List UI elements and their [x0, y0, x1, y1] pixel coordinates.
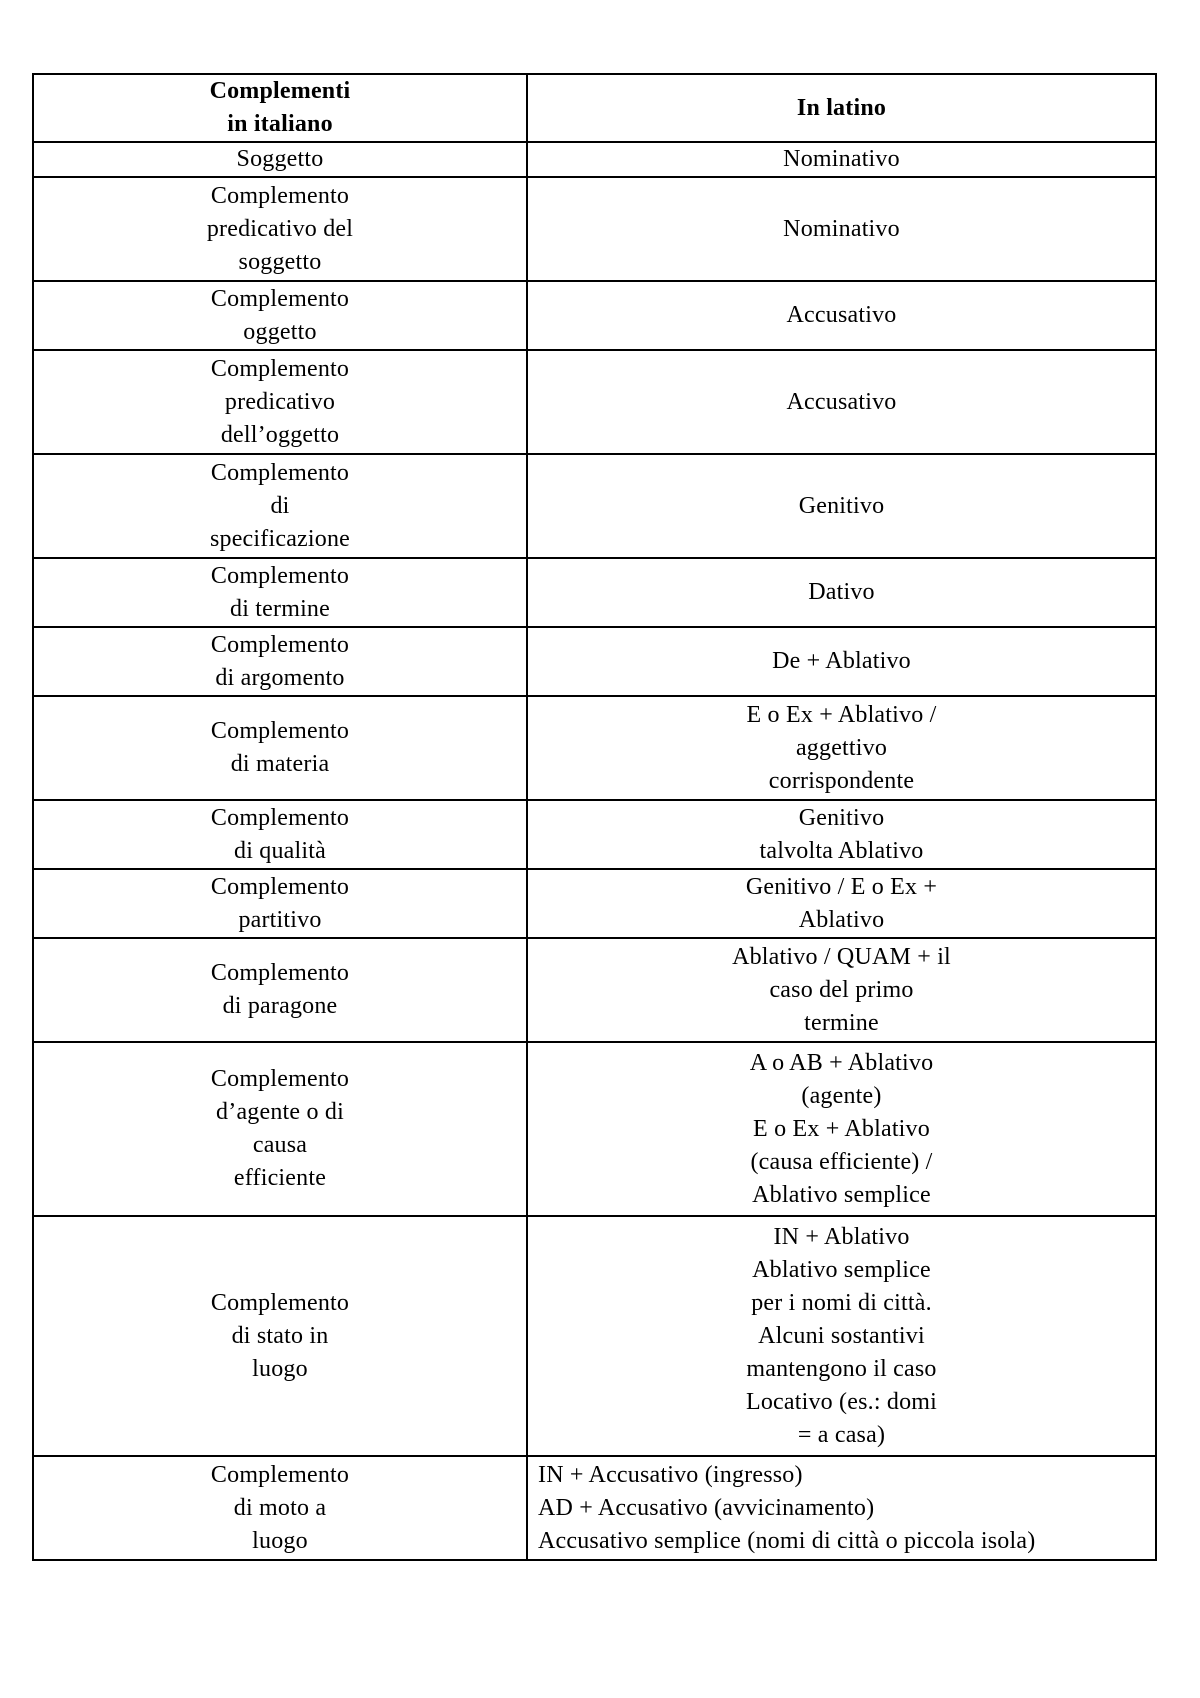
table-row: [33, 177, 1156, 281]
cell-line: Genitivo: [798, 492, 885, 519]
cell-line: Ablativo semplice: [752, 1181, 931, 1208]
table-row: [33, 1216, 1156, 1456]
cell-line: di paragone: [222, 993, 338, 1019]
header-row: [33, 74, 1156, 142]
cell-latino: [527, 1042, 1156, 1216]
cell-latino: [527, 281, 1156, 350]
cell-latino: [527, 938, 1156, 1042]
cell-line: Complemento: [210, 804, 350, 831]
document-page: [32, 73, 1155, 1561]
cell-latino: [527, 1456, 1156, 1560]
cell-italiano: [33, 696, 527, 800]
cell-line: Complemento: [210, 355, 350, 382]
cell-line: Complemento: [210, 718, 350, 744]
table-row: [33, 281, 1156, 350]
cell-line: IN + Ablativo: [773, 1223, 910, 1250]
cell-line: Nominativo: [783, 146, 900, 172]
cell-line: di termine: [230, 595, 330, 622]
cell-latino: [527, 696, 1156, 800]
cell-line: talvolta Ablativo: [759, 837, 924, 864]
table-row: [33, 627, 1156, 696]
cell-line: aggettivo: [795, 734, 888, 761]
cell-line: di moto a: [233, 1494, 327, 1521]
cell-line: oggetto: [243, 318, 317, 345]
cell-line: predicativo: [224, 388, 336, 415]
cell-italiano: [33, 938, 527, 1042]
cell-line: caso del primo: [769, 976, 914, 1003]
cell-line: mantengono il caso: [746, 1355, 937, 1382]
cell-line: AD + Accusativo (avvicinamento): [538, 1494, 875, 1521]
cell-line: specificazione: [209, 525, 351, 552]
cell-latino: [527, 142, 1156, 177]
cell-line: De + Ablativo: [772, 648, 911, 674]
cell-line: termine: [804, 1009, 879, 1036]
cell-line: (agente): [801, 1082, 882, 1109]
cell-line: Complemento: [210, 1461, 350, 1488]
table-row: [33, 350, 1156, 454]
cell-italiano: [33, 350, 527, 454]
cell-italiano: [33, 627, 527, 696]
cell-line: Complemento: [210, 960, 350, 986]
cell-line: luogo: [252, 1527, 308, 1554]
cell-line: Complemento: [210, 1289, 350, 1316]
cell-italiano: [33, 281, 527, 350]
cell-line: Alcuni sostantivi: [758, 1322, 925, 1349]
cell-line: partitivo: [238, 906, 322, 933]
cell-line: Accusativo semplice (nomi di città o piccola isola): [538, 1527, 1036, 1554]
cell-line: Accusativo: [786, 302, 897, 328]
table-body: [33, 142, 1156, 1560]
header-in-latino: [527, 74, 1156, 142]
table-row: [33, 142, 1156, 177]
cell-line: dell’oggetto: [220, 421, 340, 448]
header-line: Complementi: [209, 78, 351, 104]
cell-italiano: [33, 558, 527, 627]
cell-line: E o Ex + Ablativo /: [746, 701, 937, 728]
cell-latino: [527, 454, 1156, 558]
cell-line: Complemento: [210, 459, 350, 486]
cell-line: soggetto: [238, 248, 322, 275]
cell-line: d’agente o di: [216, 1099, 344, 1125]
cell-italiano: [33, 177, 527, 281]
cell-line: Soggetto: [236, 146, 324, 172]
cell-latino: [527, 627, 1156, 696]
cell-line: E o Ex + Ablativo: [753, 1115, 930, 1142]
cell-latino: [527, 800, 1156, 869]
cell-italiano: [33, 869, 527, 938]
cell-latino: [527, 350, 1156, 454]
cell-line: Genitivo / E o Ex +: [745, 873, 938, 900]
table-row: [33, 1042, 1156, 1216]
cell-latino: [527, 177, 1156, 281]
cell-line: IN + Accusativo (ingresso): [538, 1461, 803, 1488]
header-line: in italiano: [227, 111, 333, 137]
table-row: [33, 938, 1156, 1042]
cell-line: predicativo del: [206, 215, 354, 242]
cell-line: Complemento: [210, 285, 350, 312]
cell-italiano: [33, 1042, 527, 1216]
table-row: [33, 1456, 1156, 1560]
cell-latino: [527, 869, 1156, 938]
cell-line: (causa efficiente) /: [750, 1148, 933, 1175]
cell-line: corrispondente: [768, 767, 915, 794]
table-row: [33, 800, 1156, 869]
cell-line: Complemento: [210, 562, 350, 589]
cell-line: Genitivo: [798, 804, 885, 831]
cell-italiano: [33, 142, 527, 177]
cell-line: di materia: [230, 751, 330, 777]
cell-line: = a casa): [797, 1421, 886, 1448]
cell-italiano: [33, 1216, 527, 1456]
cell-line: per i nomi di città.: [751, 1289, 932, 1316]
cell-line: efficiente: [233, 1165, 327, 1191]
cell-line: di: [270, 492, 290, 519]
cell-line: Ablativo: [798, 906, 885, 933]
cell-line: Complemento: [210, 631, 350, 658]
cell-line: luogo: [252, 1355, 308, 1382]
cell-italiano: [33, 454, 527, 558]
cell-line: di argomento: [215, 664, 345, 691]
header-line: In latino: [796, 94, 887, 121]
table-row: [33, 558, 1156, 627]
complementi-table: [32, 73, 1157, 1561]
table-row: [33, 454, 1156, 558]
header-complementi-italiano: [33, 74, 527, 142]
cell-line: Ablativo / QUAM + il: [732, 943, 951, 970]
cell-latino: [527, 558, 1156, 627]
cell-line: Locativo (es.: domi: [745, 1388, 938, 1415]
cell-line: A o AB + Ablativo: [749, 1049, 934, 1076]
cell-line: Complemento: [210, 873, 350, 900]
table-row: [33, 696, 1156, 800]
table-row: [33, 869, 1156, 938]
cell-line: causa: [252, 1132, 308, 1158]
cell-italiano: [33, 800, 527, 869]
cell-line: di stato in: [231, 1322, 329, 1349]
cell-line: Dativo: [808, 579, 875, 605]
cell-line: Accusativo: [786, 388, 897, 415]
cell-italiano: [33, 1456, 527, 1560]
cell-line: Nominativo: [783, 215, 900, 242]
cell-latino: [527, 1216, 1156, 1456]
cell-line: Complemento: [210, 1066, 350, 1092]
cell-line: di qualità: [234, 837, 326, 864]
cell-line: Complemento: [210, 182, 350, 209]
cell-line: Ablativo semplice: [752, 1256, 931, 1283]
